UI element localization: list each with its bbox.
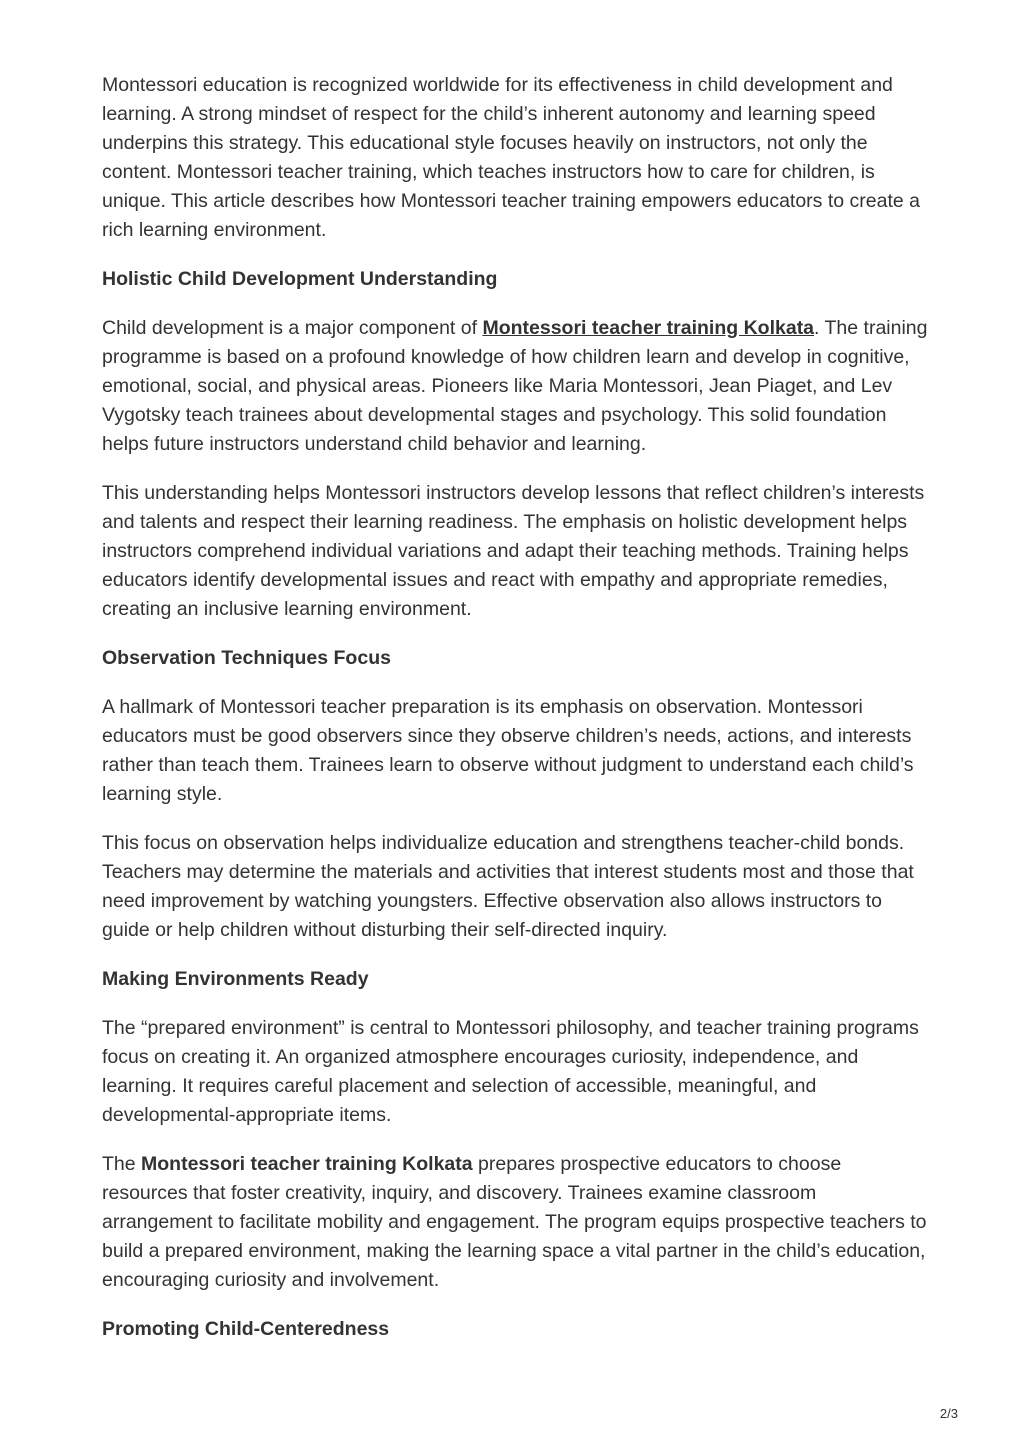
section-heading-observation: Observation Techniques Focus bbox=[102, 647, 391, 669]
section-heading-child-centeredness: Promoting Child-Centeredness bbox=[102, 1318, 390, 1340]
environments-paragraph-2 bbox=[102, 1150, 932, 1295]
observation-paragraph-1: A hallmark of Montessori teacher preparation is its emphasis on observation. Montessori educators must be good observers since they observe children’s needs, actions, and interests rather than teach them. Trainees learn to observe without judgment to understand each child’s learning style. bbox=[102, 696, 914, 805]
section-heading-holistic: Holistic Child Development Understanding bbox=[102, 268, 498, 290]
page-number: 2/3 bbox=[939, 1406, 958, 1421]
holistic-paragraph-1 bbox=[102, 314, 932, 459]
environments-text-after-bold: prepares prospective educators to choose resources that foster creativity, inquiry, and discovery. Trainees examine classroom arrangement to facilitate mobility and engagement. The program equips prospective teachers to build a prepared environment, making the learning space a vital partner in the child’s education, encouraging curiosity and involvement. bbox=[102, 1153, 927, 1291]
holistic-text-after-link: . The training programme is based on a profound knowledge of how children learn and develop in cognitive, emotional, social, and physical areas. Pioneers like Maria Montessori, Jean Piaget, and Lev Vygotsky teach trainees about developmental stages and psychology. This solid foundation helps future instructors understand child behavior and learning. bbox=[102, 317, 928, 455]
holistic-paragraph-2: This understanding helps Montessori instructors develop lessons that reflect children’s interests and talents and respect their learning readiness. The emphasis on holistic development helps instructors comprehend individual variations and adapt their teaching methods. Training helps educators identify developmental issues and react with empathy and appropriate remedies, creating an inclusive learning environment. bbox=[102, 482, 925, 620]
environments-text-before-bold: The bbox=[102, 1153, 142, 1175]
montessori-training-kolkata-bold: Montessori teacher training Kolkata bbox=[141, 1153, 473, 1175]
section-heading-environments: Making Environments Ready bbox=[102, 968, 369, 990]
holistic-text-before-link: Child development is a major component of bbox=[102, 317, 483, 339]
observation-paragraph-2: This focus on observation helps individualize education and strengthens teacher-child bonds. Teachers may determine the materials and activities that interest students most and those that need improvement by watching youngsters. Effective observation also allows instructors to guide or help children without disturbing their self-directed inquiry. bbox=[102, 832, 914, 941]
montessori-training-kolkata-link[interactable]: Montessori teacher training Kolkata bbox=[482, 317, 815, 339]
article-body bbox=[102, 71, 932, 1364]
environments-paragraph-1: The “prepared environment” is central to Montessori philosophy, and teacher training programs focus on creating it. An organized atmosphere encourages curiosity, independence, and learning. It requires careful placement and selection of accessible, meaningful, and developmental-appropriate items. bbox=[102, 1017, 919, 1126]
intro-paragraph: Montessori education is recognized worldwide for its effectiveness in child development and learning. A strong mindset of respect for the child’s inherent autonomy and learning speed underpins this strategy. This educational style focuses heavily on instructors, not only the content. Montessori teacher training, which teaches instructors how to care for children, is unique. This article describes how Montessori teacher training empowers educators to create a rich learning environment. bbox=[102, 74, 920, 241]
